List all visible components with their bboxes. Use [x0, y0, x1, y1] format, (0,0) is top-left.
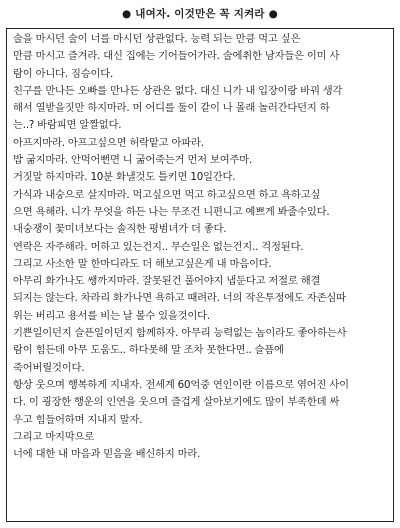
text-line: 너에 대한 내 마음과 믿음을 배신하지 마라. — [13, 448, 201, 461]
text-line: 으면 욕해라. 니가 무엇을 하든 나는 무조건 니편니고 예쁘게 봐줄수있다. — [13, 205, 330, 218]
document-body — [6, 28, 394, 522]
text-line: 되지는 않는다. 차라리 화가나면 욕하고 때려라. 너의 작은투정에도 자존심따 — [13, 292, 346, 305]
text-line: 람이 힘든데 아무 도움도.. 하다못해 말 조차 못한다면.. 슬픔에 — [13, 344, 284, 357]
paragraph — [13, 31, 387, 83]
paragraph — [13, 239, 387, 256]
text-line: 해서 열받을짓만 하지마라. 머 어디를 둘이 같이 나 몰래 놀러간다던지 하 — [13, 102, 330, 115]
text-line: 거짓말 하지마라. 10분 화낼것도 틀키면 10일간다. — [13, 171, 236, 184]
text-line: 그리고 마지막으로 — [13, 430, 95, 443]
text-line: 는..? 바람피면 알짤없다. — [13, 119, 122, 132]
paragraph — [13, 446, 387, 463]
text-line: 아프지마라. 아프고싶으면 허락맡고 아파라. — [13, 136, 204, 149]
text-line: 가식과 내숭으로 살지마라. 먹고싶으면 먹고 하고싶으면 하고 욕하고싶 — [13, 188, 321, 201]
text-line: 다. 이 굉장한 행운의 인연을 웃으며 즐겁게 살아보기에도 많이 부족한데 싸 — [13, 396, 340, 409]
text-line: 친구를 만나든 오빠를 만나든 상관은 없다. 대신 니가 내 입장이랑 바꿔 생각 — [13, 84, 343, 97]
paragraph — [13, 187, 387, 222]
text-line: 람이 아니다. 짐승이다. — [13, 67, 114, 80]
text-line: 죽어버릴것이다. — [13, 361, 85, 374]
paragraph — [13, 221, 387, 238]
paragraph — [13, 83, 387, 135]
text-line: 만큼 마시고 즐겨라. 대신 집에는 기어들어가라. 술에취한 남자들은 이미 사 — [13, 50, 340, 63]
document-title: ● 내여자. 이것만은 꼭 지켜라 ● — [122, 8, 278, 20]
text-line: 술을 마시던 술이 너를 마시던 상관없다. 능력 되는 만큼 먹고 싶은 — [13, 33, 301, 45]
paragraph — [13, 152, 387, 169]
paragraph — [13, 256, 387, 273]
text-line: 항상 웃으며 행복하게 지내자. 전세계 60억중 연인이란 이름으로 엮어진 사이 — [13, 378, 349, 391]
text-line: 그리고 사소한 말 한마디라도 더 해보고싶은게 내 마음이다. — [13, 257, 272, 270]
text-line: 기쁜일이던지 슬픈일이던지 함께하자. 아무리 능력없는 놈이라도 좋아하는사 — [13, 327, 347, 340]
paragraph — [13, 273, 387, 325]
paragraph — [13, 169, 387, 186]
text-line: 밥 굶지마라. 안먹어뻔면 니 굶어죽는거 먼저 보여주마. — [13, 154, 253, 167]
text-line: 아무리 화가나도 쌩까지마라. 잘못된건 풀어야지 냅둔다고 저절로 해결 — [13, 275, 321, 288]
text-line: 우고 힘들어하며 지내지 말자. — [13, 413, 143, 426]
paragraph — [13, 325, 387, 377]
text-line: 위는 버리고 용서를 비는 날 볼수 있을것이다. — [13, 309, 210, 322]
paragraph — [13, 377, 387, 429]
paragraph — [13, 135, 387, 152]
paragraph — [13, 429, 387, 446]
text-line: 연락은 자주해라. 머하고 있는건지.. 무슨일은 없는건지.. 걱정된다. — [13, 240, 304, 253]
text-line: 내숭쟁이 꽃미녀보다는 솔직한 평범녀가 더 좋다. — [13, 223, 227, 236]
